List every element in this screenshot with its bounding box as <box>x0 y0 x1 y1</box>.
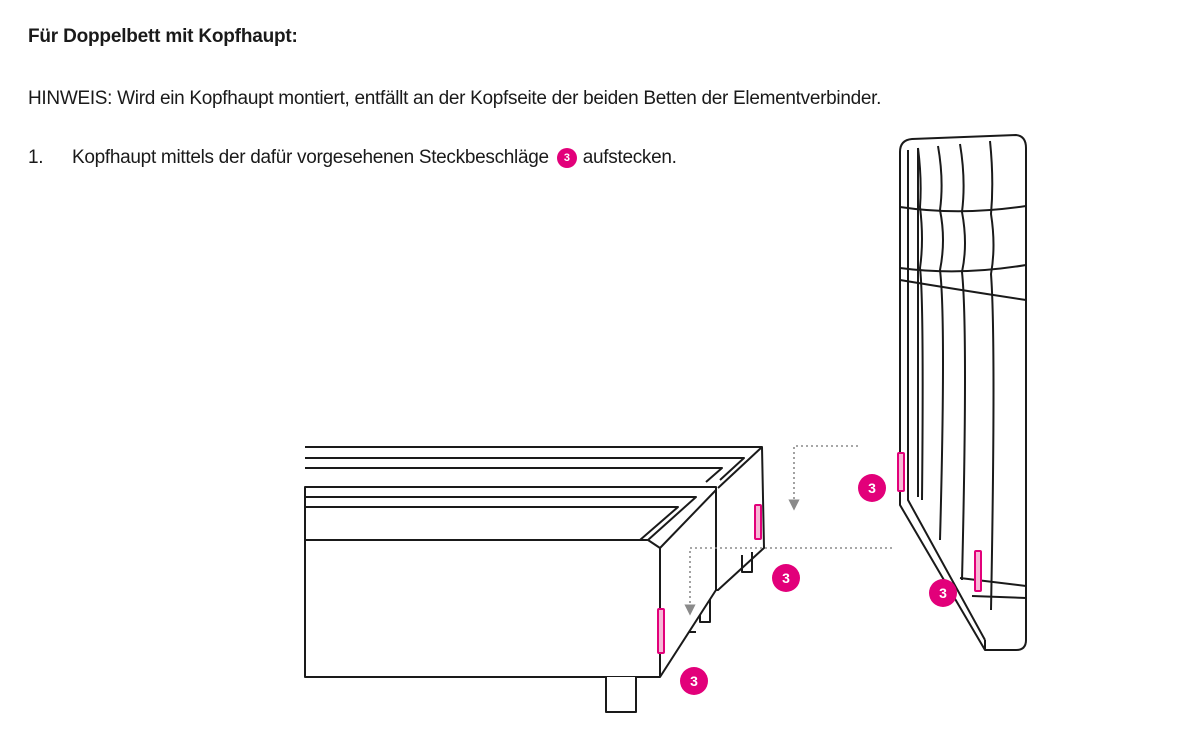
section-heading: Für Doppelbett mit Kopfhaupt: <box>28 26 298 47</box>
part-badge-inline: 3 <box>557 148 577 168</box>
bed-front <box>305 487 716 712</box>
svg-text:3: 3 <box>939 585 947 601</box>
step-number: 1. <box>28 147 44 168</box>
bracket-front-bed <box>658 609 664 653</box>
svg-text:3: 3 <box>690 673 698 689</box>
bracket-headboard-lower <box>975 551 981 591</box>
step-text-before: Kopfhaupt mittels der dafür vorgesehenen Steckbeschläge <box>72 147 549 168</box>
step-text-after: aufstecken. <box>582 147 677 168</box>
part-badge-headboard-upper <box>858 474 886 502</box>
hint-note: HINWEIS: Wird ein Kopfhaupt montiert, entfällt an der Kopfseite der beiden Betten der Elementverbinder. <box>28 88 882 109</box>
bracket-headboard-upper <box>898 453 904 491</box>
svg-text:3: 3 <box>782 570 790 586</box>
part-badge-headboard-lower <box>929 579 957 607</box>
part-badge-front-bed <box>680 667 708 695</box>
arrow-upper <box>794 446 858 505</box>
headboard <box>900 135 1026 650</box>
part-badge-back-bed <box>772 564 800 592</box>
bracket-back-bed <box>755 505 761 539</box>
svg-text:3: 3 <box>868 480 876 496</box>
